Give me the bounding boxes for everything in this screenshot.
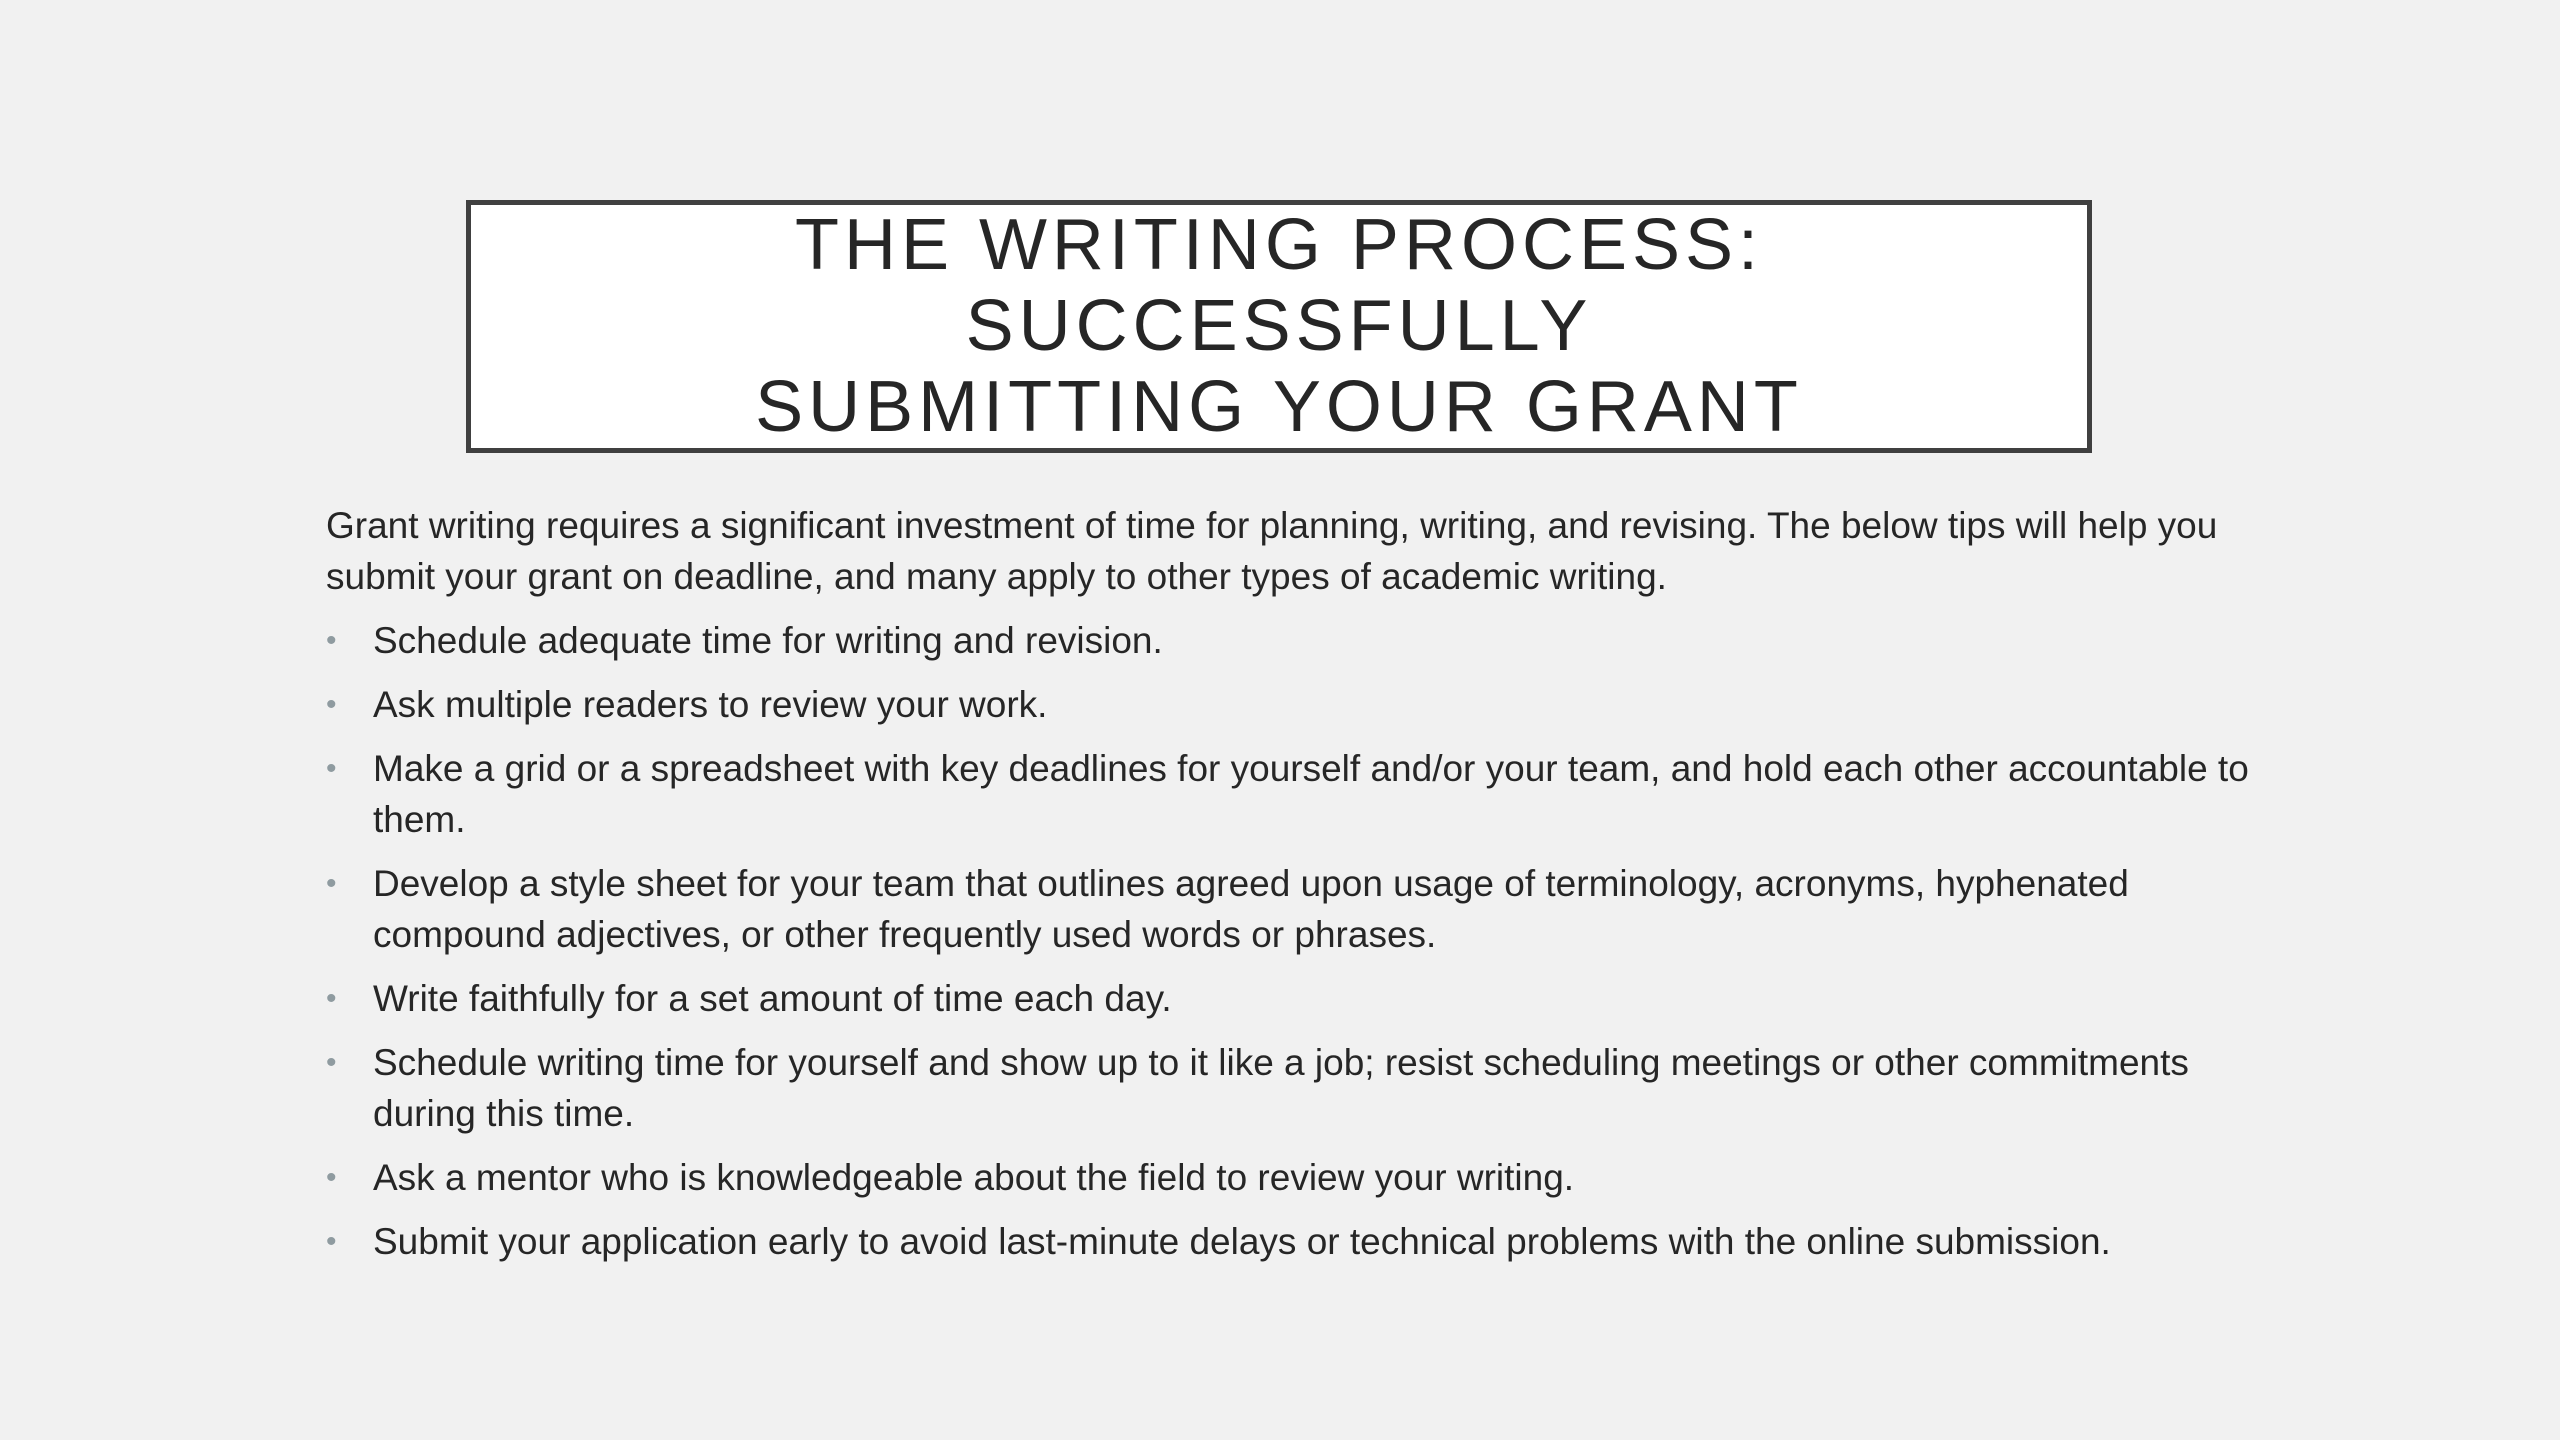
tips-list: [326, 615, 2286, 1267]
tip-text: Ask a mentor who is knowledgeable about the field to review your writing.: [373, 1157, 1575, 1198]
bullet-icon: •: [326, 624, 337, 657]
bullet-icon: •: [326, 867, 337, 900]
bullet-icon: •: [326, 688, 337, 721]
list-item: [326, 615, 2286, 666]
list-item: [326, 1152, 2286, 1203]
slide-title: [471, 205, 2087, 448]
list-item: [326, 743, 2286, 845]
bullet-icon: •: [326, 1225, 337, 1258]
title-line-1: THE WRITING PROCESS: SUCCESSFULLY: [794, 205, 1764, 366]
list-item: [326, 1216, 2286, 1267]
list-item: [326, 858, 2286, 960]
slide-body: [326, 500, 2286, 1280]
tip-text: Schedule adequate time for writing and revision.: [373, 620, 1163, 661]
tip-text: Ask multiple readers to review your work.: [373, 684, 1048, 725]
intro-paragraph: Grant writing requires a significant investment of time for planning, writing, and revising. The below tips will help you submit your grant on deadline, and many apply to other types of academic writing.: [326, 505, 2218, 597]
tip-text: Develop a style sheet for your team that outlines agreed upon usage of terminology, acronyms, hyphenated compound adjectives, or other frequently used words or phrases.: [373, 863, 2129, 955]
tip-text: Schedule writing time for yourself and show up to it like a job; resist scheduling meetings or other commitments during this time.: [373, 1042, 2189, 1134]
bullet-icon: •: [326, 752, 337, 785]
bullet-icon: •: [326, 982, 337, 1015]
tip-text: Make a grid or a spreadsheet with key deadlines for yourself and/or your team, and hold each other accountable to them.: [373, 748, 2249, 840]
bullet-icon: •: [326, 1046, 337, 1079]
list-item: [326, 973, 2286, 1024]
tip-text: Submit your application early to avoid last-minute delays or technical problems with the online submission.: [373, 1221, 2111, 1262]
tip-text: Write faithfully for a set amount of time each day.: [373, 978, 1172, 1019]
list-item: [326, 1037, 2286, 1139]
list-item: [326, 679, 2286, 730]
bullet-icon: •: [326, 1161, 337, 1194]
title-line-2: SUBMITTING YOUR GRANT: [755, 367, 1803, 447]
title-box: [466, 200, 2092, 453]
